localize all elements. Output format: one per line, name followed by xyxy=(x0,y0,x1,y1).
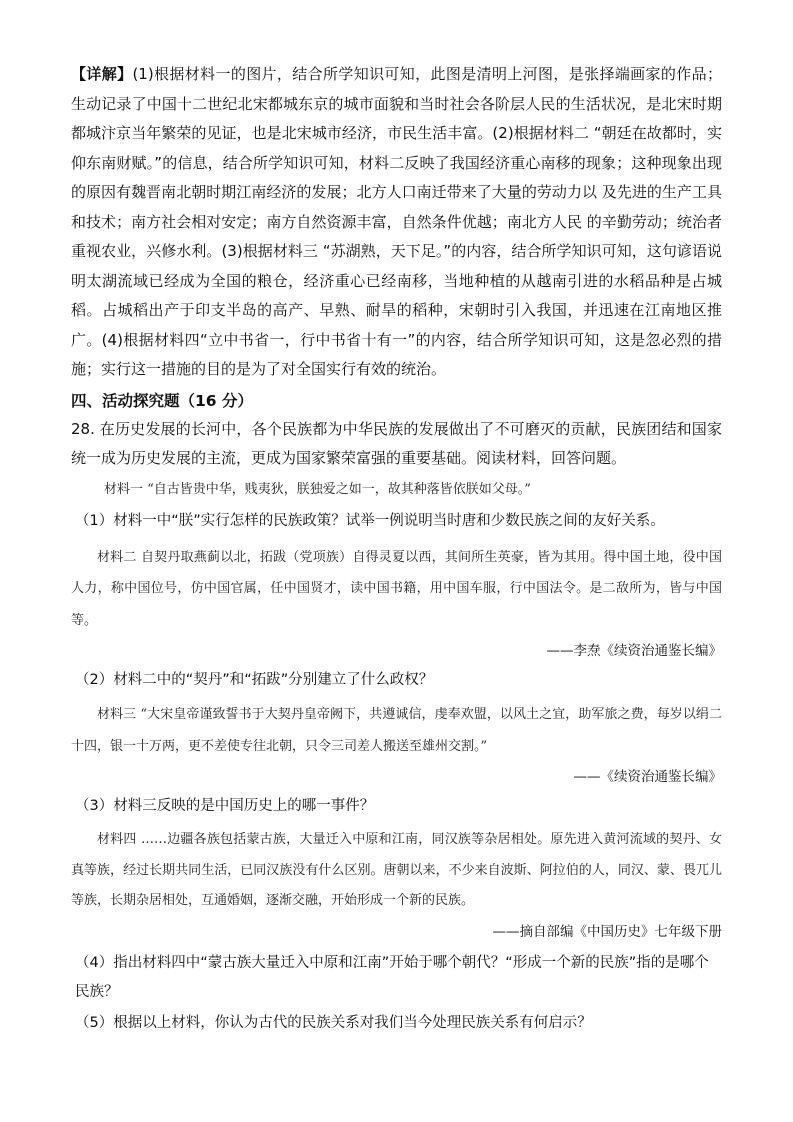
document-page xyxy=(71,60,722,1038)
material-3-source: ——《续资治通鉴长编》 xyxy=(573,769,722,785)
material-4-source: ——摘自部编《中国历史》七年级下册 xyxy=(492,923,722,940)
question-5: （5）根据以上材料，你认为古代的民族关系对我们当今处理民族关系有何启示？ xyxy=(75,1014,592,1031)
explanation-text: (1)根据材料一的图片，结合所学知识可知，此图是清明上河图，是张择端画家的作品；生动记录了中国十二世纪北宋都城东京的城市面貌和当时社会各阶层人民的生活状况，是北宋时期都城汴京当年繁荣的见证，也是北宋城市经济，市民生活丰富。(2)根据材料二 “朝廷在故都时，实仰东南财赋。”的信息，结合所学知识可知，材料二反映了我国经济重心南移的现象；这种现象出现的原因有魏晋南北朝时期江南经济的发展；北方人口南迁带来了大量的劳动力以 及先进的生产工具和技术；南方社会相对安定；南方自然资源丰富，自然条件优越；南北方人民 的辛勤劳动；统治者重视农业，兴修水利。(3)根据材料三 “苏湖熟，天下足。”的内容，结合所学知识可知，这句谚语说明太湖流域已经成为全国的粮仓，经济重心已经南移，当地种植的从越南引进的水稻品种是占城稻。占城稻出产于印支半岛的高产、早熟、耐旱的稻种，宋朝时引入我国，并迅速在江南地区推广。(4)根据材料四“立中书省一，行中书省十有一”的内容，结合所学知识可知，这是忽必烈的措施；实行这一措施的目的是为了对全国实行有效的统治。 xyxy=(71,65,722,378)
question-1: （1）材料一中“朕”实行怎样的民族政策？试举一例说明当时唐和少数民族之间的友好关系。 xyxy=(75,512,665,529)
question-28-intro: 28. 在历史发展的长河中，各个民族都为中华民族的发展做出了不可磨灭的贡献，民族团结和国家统一成为历史发展的主流，更成为国家繁荣富强的重要基础。阅读材料，回答问题。 xyxy=(71,419,722,467)
material-4: 材料四 ……边疆各族包括蒙古族，大量迁入中原和江南，同汉族等杂居相处。原先进入黄河流域的契丹、女真等族，经过长期共同生活，已同汉族没有什么区别。唐朝以来，不少来自波斯、阿拉伯的人，同汉、蒙、畏兀儿等族，长期杂居相处，互通婚姻，逐渐交融，开始形成一个新的民族。 xyxy=(71,832,722,908)
material-3: 材料三 “大宋皇帝谨致誓书于大契丹皇帝阙下，共遵诚信，虔奉欢盟，以风土之宜，助军旅之费，每岁以绢二十四，银一十万两，更不差使专往北朝，只令三司差人搬送至雄州交割。” xyxy=(71,707,722,754)
material-1: 材料一 “自古皆贵中华，贱夷狄，朕独爱之如一，故其种落皆依朕如父母。” xyxy=(104,481,531,497)
material-2-source: ——李焘《续资治通鉴长编》 xyxy=(546,643,722,659)
material-2: 材料二 自契丹取燕蓟以北，拓跋（党项族）自得灵夏以西，其间所生英豪，皆为其用。得中国土地，役中国人力，称中国位号，仿中国官属，任中国贤才，读中国书籍，用中国车服，行中国法令。是二敌所为，皆与中国等。 xyxy=(71,549,722,628)
question-4: （4）指出材料四中“蒙古族大量迁入中原和江南”开始于哪个朝代？“形成一个新的民族”指的是哪个民族？ xyxy=(75,954,709,1000)
question-3: （3）材料三反映的是中国历史上的哪一事件？ xyxy=(75,798,375,814)
question-2: （2）材料二中的“契丹”和“拓跋”分别建立了什么政权？ xyxy=(75,672,434,688)
section-heading: 四、活动探究题（16 分） xyxy=(71,391,253,410)
explanation-label: 【详解】 xyxy=(71,65,133,83)
explanation-paragraph xyxy=(71,60,722,385)
